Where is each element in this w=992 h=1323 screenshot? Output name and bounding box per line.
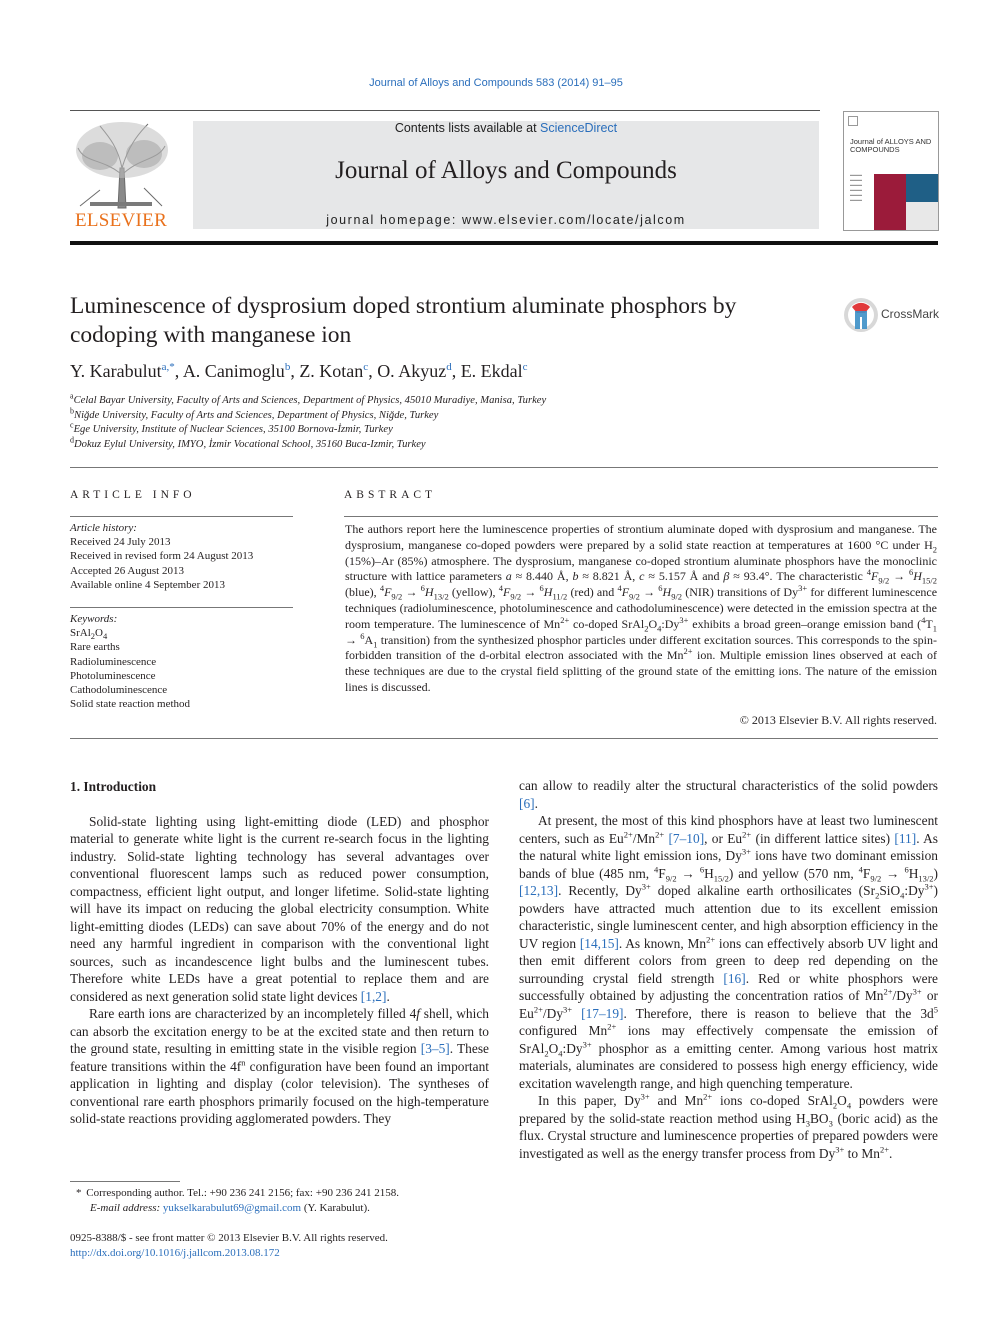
abstract-rule [344,516,938,517]
corresponding-author-note [70,1186,490,1216]
section-heading: 1. Introduction [70,779,157,794]
journal-cover-thumbnail [843,111,939,231]
crossmark-label: CrossMark [881,307,940,321]
cover-block-grey [906,202,938,230]
journal-citation[interactable]: Journal of Alloys and Compounds 583 (2014) 91–95 [369,77,623,89]
footnote-corresponding: * Corresponding author. Tel.: +90 236 241 2156; fax: +90 236 241 2158. [76,1187,399,1199]
body-paragraph: Rare earth ions are characterized by an incompletely filled 4f shell, which can absorb the excitation energy to be at the excited state and then return to the ground state, resulting in emitting state in the visible region [3–5]. These feature transitions within the $4f^n$ configuration have been found an important application in lighting and display (color television). The syntheses of conventional rare earth phosphors primarily focused on the high-temperature solid-state reactions providing agglomerated powders. They [70,1006,489,1126]
author[interactable]: E. Ekdal$^c$ [460,361,528,381]
body-paragraph: Solid-state lighting using light-emitting diode (LED) and phosphor material to generate white light is the current re-search focus in the lighting industry. Solid-state lighting technology has several advantages over conventional fluorescent lamps such as reduced power consumption, compactness, efficient light output, and longer lifetime. Solid-state lighting will have its impact on reducing the global electricity consumption. White light-emitting diodes (LEDs) can save about 70% of the energy and do not need any harmful ingredient in comparison with the conventional light sources, such as incandescence light bulbs and the luminescent tubes. Therefore white LEDs have a great potential to replace them and are considered as next generation solid state light devices [1,2]. [70,813,489,1004]
citation-link[interactable]: [14,15] [579,935,619,951]
body-paragraph: can allow to readily alter the structural characteristics of the solid powders [6]. [519,778,938,811]
article-info-rule-2 [70,607,293,608]
elsevier-logo [70,118,172,232]
footnote-rule [70,1181,180,1182]
citation-link[interactable]: [16] [723,970,746,986]
citation-link[interactable]: [6] [519,795,535,811]
history-item: Available online 4 September 2013 [70,578,225,591]
affiliations [70,391,830,452]
body-column-right [519,777,938,1162]
article-info-heading: ARTICLE INFO [70,489,196,501]
abstract-text: The authors report here the luminescence properties of strontium aluminate doped with dysprosium and manganese. The dysprosium, manganese co-doped powders were prepared by a solid state reaction at temperatures at 1600 °C under $H_2$ (15%)–Ar (85%) atmosphere. The dysprosium, manganese co-doped strontium aluminate phosphors have the monoclinic structure with lattice parameters a ≈ 8.440 Å, b ≈ 8.821 Å, c ≈ 5.157 Å and β ≈ 93.4°. The characteristic $^4F_{9/2} \to ^6H_{15/2}$ (blue), $^4F_{9/2} \to ^6H_{13/2}$ (yellow), $^4F_{9/2} \to ^6H_{11/2}$ (red) and $^4F_{9/2} \to ^6H_{9/2}$ (NIR) transitions of $Dy^{3+}$ for different luminescence techniques (radioluminescence, photoluminescence and cathodoluminescence) were detected in the emission spectra at the room temperature. The luminescence of $Mn^{2+}$ co-doped $SrAl_2O_4:Dy^{3+}$ exhibits a broad green–orange emission band ($^4T_1 \to ^6A_1$ transition) from the synthesized phosphor particles under different excitation sources. This corresponds to the spin-forbidden transition of the d-orbital electron associated with the $Mn^{2+}$ ion. Multiple emission lines observed at each of these techniques are due to the crystal field splitting of the ground state of the emitting ions. The nature of the emission lines is discussed. [345,522,938,694]
sciencedirect-link[interactable]: ScienceDirect [540,121,618,135]
keywords-label: Keywords: [70,613,118,625]
history-item: Received in revised form 24 August 2013 [70,550,254,563]
journal-banner [193,121,819,229]
body-paragraph: At present, the most of this kind phosphors have at least two luminescent centers, such as $Eu^{2+}/Mn^{2+}$ [7–10], or $Eu^{2+}$ (in different lattice sites) [11]. As the natural white light emission ions, $Dy^{3+}$ ions have two dominant emission bands of blue (485 nm, $^4F_{9/2} \to ^6H_{15/2}$) and yellow (570 nm, $^4F_{9/2} \to ^6H_{13/2}$) [12,13]. Recently, $Dy^{3+}$ doped alkaline earth orthosilicates $(Sr_2SiO_4:Dy^{3+})$ powders have attracted much attention due to its excellent emission characteristic, single luminescent center, and high absorption efficiency in the UV region [14,15]. As known, $Mn^{2+}$ ions can effectively absorb UV light and then emit different colors from green to deep red depending on the surrounding crystal field strength [16]. Red or white phosphors were successfully obtained by adjusting the concentration ratios of $Mn^{2+}/Dy^{3+}$ or $Eu^{2+}/Dy^{3+}$ [17–19]. Therefore, there is reason to believe that the $3d^5$ configured $Mn^{2+}$ ions may effectively compensate the emission of $SrAl_2O_4:Dy^{3+}$ phosphor as a emitting center. Among various host matrix materials, aluminates are considered to possess high energy efficiency, wide excitation wavelength range, and high quenching temperature. [519,813,939,1091]
author[interactable]: Z. Kotan$^c$ [299,361,369,381]
keyword: Radioluminescence [70,655,157,668]
header-rule [70,110,820,111]
keyword: $SrAl_2O_4$ [70,627,108,642]
keywords [70,612,295,711]
article-history [70,521,295,592]
citation-link[interactable]: [7–10] [668,830,705,846]
author[interactable]: O. Akyuz$^d$ [377,361,452,381]
elsevier-tree-icon [70,118,172,210]
citation-link[interactable]: [12,13] [519,883,559,898]
homepage-prefix: journal homepage: [326,213,463,227]
affiliation: $^c$Ege University, Institute of Nuclear Sciences, 35100 Bornova-İzmir, Turkey [70,420,393,435]
article-title: Luminescence of dysprosium doped strontium aluminate phosphors by codoping with manganese ion [70,293,737,348]
author[interactable]: A. Canimoglu$^b$ [182,361,291,381]
author[interactable]: Y. Karabulut$^{a,*}$ [70,361,175,381]
header-thick-rule [70,241,938,245]
body-column-left [70,778,489,1128]
crossmark-icon [843,297,879,333]
email-link[interactable]: yukselkarabulut69@gmail.com [162,1202,302,1214]
issn-line: 0925-8388/$ - see front matter © 2013 Elsevier B.V. All rights reserved. [70,1232,388,1244]
elsevier-wordmark: ELSEVIER [74,210,168,231]
citation-link[interactable]: [3–5] [420,1041,450,1056]
cover-block-blue-2 [906,174,938,202]
homepage-line [193,213,819,227]
section-rule-2 [70,738,938,739]
history-item: Received 24 July 2013 [70,536,171,549]
history-item: Accepted 26 August 2013 [70,564,184,577]
citation-link[interactable]: [1,2] [360,988,387,1004]
affiliation: $^a$Celal Bayar University, Faculty of Arts and Sciences, Department of Physics, 45010 Muradiye, Manisa, Turkey [70,391,547,406]
author-list: Y. Karabulut$^{a,*}$, A. Canimoglu$^b$, Z. Kotan$^c$, O. Akyuz$^d$, E. Ekdal$^c$ [70,361,528,381]
affiliation: $^b$Niğde University, Faculty of Arts and Sciences, Department of Physics, Niğde, Turkey [70,405,439,421]
cover-text-lines: ▬▬▬ ▬▬▬ ▬▬▬ ▬▬▬ ▬▬▬ ▬▬▬ [850,172,862,202]
contents-prefix: Contents lists available at [394,121,541,135]
footnote-email: E-mail address: yukselkarabulut69@gmail.com (Y. Karabulut). [90,1202,370,1214]
citation-link[interactable]: [17–19] [581,1005,624,1021]
front-matter [70,1231,490,1260]
journal-name: Journal of Alloys and Compounds [335,157,677,184]
doi-link[interactable]: http://dx.doi.org/10.1016/j.jallcom.2013.08.172 [70,1246,280,1259]
cover-logo-icon [848,116,858,126]
crossmark-badge[interactable] [843,297,943,333]
body-paragraph: In this paper, $Dy^{3+}$ and $Mn^{2+}$ ions co-doped $SrAl_2O_4$ powders were prepared by the solid-state reaction method using $H_3BO_3$ (boric acid) as the flux. Crystal structure and luminescence properties of prepared powders were investigated as well as the energy transfer process from $Dy^{3+}$ to $Mn^{2+}$. [519,1091,938,1161]
article-info-rule [70,516,293,517]
history-label: Article history: [70,522,137,534]
contents-line [193,121,819,135]
abstract-heading: ABSTRACT [344,489,437,501]
section-rule [70,467,938,468]
keyword: Rare earths [70,641,120,654]
keyword: Cathodoluminescence [70,684,168,697]
keyword: Photoluminescence [70,669,156,682]
keyword: Solid state reaction method [70,698,191,711]
affiliation: $^d$Dokuz Eylul University, IMYO, İzmir Vocational School, 35160 Buca-Izmir, Turkey [70,434,426,450]
cover-title: Journal of ALLOYS AND COMPOUNDS [850,137,932,154]
citation-link[interactable]: [11] [894,830,917,846]
homepage-url[interactable]: www.elsevier.com/locate/jalcom [462,213,686,227]
cover-block-red [874,174,906,230]
abstract-copyright: © 2013 Elsevier B.V. All rights reserved. [739,713,937,727]
